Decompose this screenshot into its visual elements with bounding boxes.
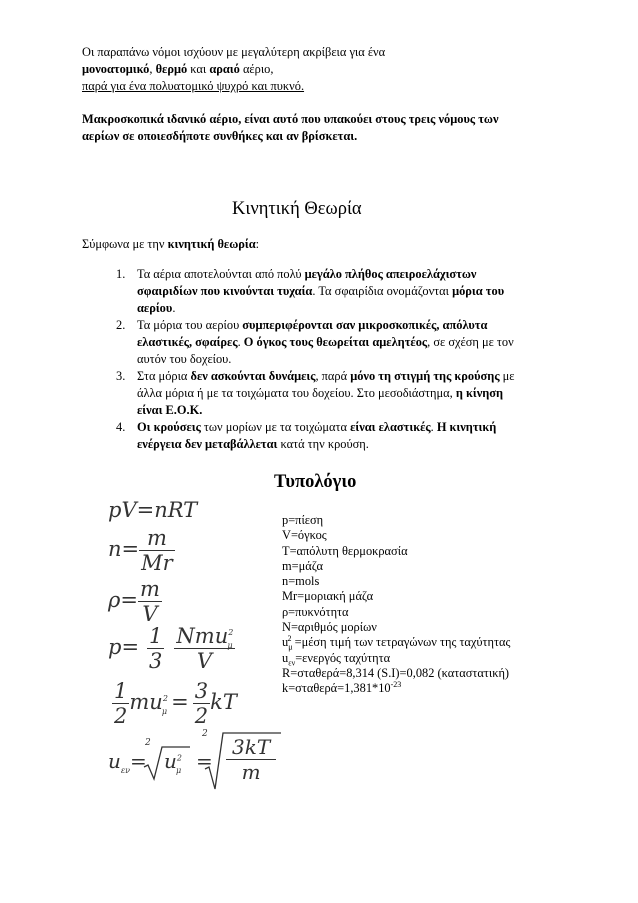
superscript: -23: [390, 680, 402, 690]
list-item: [116, 419, 515, 453]
eq-lhs: n=: [108, 537, 140, 561]
text: .: [237, 335, 244, 349]
kinetic-lead: [82, 236, 259, 253]
text: =ενεργός ταχύτητα: [295, 650, 391, 665]
text-line: [137, 334, 515, 351]
legend-item: V=όγκος: [282, 528, 327, 543]
root-index: 2: [145, 738, 151, 748]
list-item: [116, 266, 515, 317]
legend-item: N=αριθμός μορίων: [282, 620, 377, 635]
numerator: m: [146, 526, 167, 550]
text-bold: αραιό: [209, 62, 240, 76]
legend-item: T=απόλυτη θερμοκρασία: [282, 543, 408, 558]
legend-item: Mr=μοριακή μάζα: [282, 589, 374, 604]
text: :: [255, 237, 260, 251]
text-line: [137, 300, 515, 317]
text: και: [187, 62, 210, 76]
equals: =: [130, 749, 147, 773]
text-bold: δεν ασκούνται δυνάμεις: [190, 369, 316, 383]
subscript: εν: [288, 658, 296, 668]
text-bold: μονοατομικό: [82, 62, 150, 76]
text: [108, 749, 147, 773]
text: . Τα σφαιρίδια ονομάζονται: [312, 284, 453, 298]
text: kT: [210, 690, 237, 714]
text-bold: κινητική θεωρία: [167, 237, 256, 251]
denominator: 2: [114, 704, 128, 728]
kinetic-postulates-list: [116, 266, 515, 453]
denominator: Mr: [141, 551, 173, 575]
numerator: 3: [194, 679, 209, 703]
text: k=σταθερά=1,381*10: [282, 681, 391, 696]
superscript: 2: [162, 694, 168, 703]
intro-line-2: [82, 61, 273, 78]
text-line: [137, 402, 515, 419]
text-bold: Ο όγκος τους θεωρείται αμελητέος: [243, 335, 428, 349]
text-bold: μεγάλο πλήθος απειροελάχιστων: [304, 267, 477, 281]
text: u: [282, 650, 289, 665]
text: Nmu: [176, 624, 229, 648]
intro-line-3: παρά για ένα πολυατομικό ψυχρό και πυκνό.: [82, 79, 305, 93]
denominator: m: [226, 759, 276, 784]
legend-item: [282, 635, 510, 650]
text: , σε σχέση με τον: [427, 335, 514, 349]
legend-list: [282, 513, 510, 697]
text: κατά την κρούση.: [277, 437, 369, 451]
text-line: [137, 385, 515, 402]
text: των μορίων με τα τοιχώματα: [200, 420, 351, 434]
list-item: [116, 317, 515, 368]
text: .: [172, 301, 176, 315]
legend-item: R=σταθερά=8,314 (S.I)=0,082 (καταστατική): [282, 665, 510, 680]
text: , παρά: [315, 369, 351, 383]
fraction: [226, 735, 276, 784]
superscript: 2: [287, 634, 292, 644]
denominator: V: [174, 648, 234, 673]
text-line: [137, 419, 515, 436]
fraction: [138, 577, 162, 626]
numerator: 1: [114, 679, 128, 703]
formula-effective-velocity: [108, 729, 288, 793]
equals: =: [196, 749, 213, 773]
eq-lhs: p=: [108, 635, 140, 659]
list-number: 4.: [116, 420, 126, 434]
text-bold: ελαστικές, σφαίρες: [137, 335, 238, 349]
denominator: 2: [194, 704, 209, 728]
fraction: [193, 679, 210, 728]
eq-lhs: ρ=: [108, 588, 138, 612]
text-bold: Η κινητική: [436, 420, 497, 434]
denominator: V: [138, 601, 162, 626]
formula-sheet-title: Τυπολόγιο: [274, 472, 357, 492]
text-line: [137, 368, 515, 385]
list-number: 3.: [116, 369, 126, 383]
legend-item: p=πίεση: [282, 513, 324, 527]
formula-density: [108, 577, 162, 626]
formula-moles: [108, 526, 175, 575]
equals: =: [171, 690, 189, 714]
legend-item: n=mols: [282, 574, 320, 589]
text: αέριο,: [239, 62, 274, 76]
text-bold: συμπεριφέρονται σαν μικροσκοπικές, απόλυτα: [242, 318, 488, 332]
text: Στα μόρια: [137, 369, 191, 383]
subscript: μ: [175, 766, 182, 775]
formula-pressure: [108, 624, 235, 673]
fraction: [174, 624, 234, 673]
legend-item: [282, 651, 510, 666]
intro-line-1: Οι παραπάνω νόμοι ισχύουν με μεγαλύτερη ακρίβεια για ένα: [82, 45, 386, 59]
numerator: 1: [149, 624, 163, 648]
text: αυτόν του δοχείου.: [137, 352, 232, 366]
ideal-gas-line-1: Μακροσκοπικά ιδανικό αέριο, είναι αυτό που υπακούει στους τρεις νόμους των: [82, 112, 499, 126]
text-line: [137, 351, 515, 368]
text-bold: η κίνηση: [455, 386, 504, 400]
text-bold: είναι Ε.Ο.Κ.: [137, 403, 203, 417]
list-number: 2.: [116, 318, 126, 332]
text-bold: σφαιριδίων που κινούνται τυχαία: [137, 284, 313, 298]
subscript: μ: [288, 642, 293, 652]
superscript: 2: [228, 628, 234, 637]
text: Σύμφωνα με την: [82, 237, 168, 251]
text: με: [499, 369, 515, 383]
superscript: 2: [176, 753, 182, 763]
list-number: 1.: [116, 267, 126, 281]
formula-kinetic-energy: [112, 679, 237, 728]
text-line: [137, 266, 515, 283]
text: mu: [129, 690, 163, 714]
fraction: [112, 679, 129, 728]
numerator: 3kT: [232, 735, 271, 759]
text-bold: είναι ελαστικές: [350, 420, 431, 434]
text: άλλα μόρια ή με τα τοιχώματα του δοχείου. Στο μεσοδιάστημα,: [137, 386, 456, 400]
text-line: [137, 317, 515, 334]
legend-item: [282, 681, 510, 696]
legend-item: ρ=πυκνότητα: [282, 604, 349, 619]
text: u: [164, 749, 177, 773]
subscript: εν: [120, 766, 131, 775]
root-index: 2: [202, 729, 208, 739]
list-item: [116, 368, 515, 419]
text: =μέση τιμή των τετραγώνων της ταχύτητας: [291, 635, 511, 650]
fraction: [147, 624, 164, 673]
text-bold: αερίου: [137, 301, 173, 315]
text: u: [108, 749, 121, 773]
legend-item: m=μάζα: [282, 558, 323, 573]
text-bold: μόρια του: [452, 284, 505, 298]
ideal-gas-line-2: αερίων σε οποιεσδήποτε συνθήκες και αν βρίσκεται.: [82, 129, 358, 143]
text: ,: [149, 62, 156, 76]
formula-ideal-gas-law: pV=nRT: [108, 498, 198, 522]
text-bold: μόνο τη στιγμή της κρούσης: [350, 369, 500, 383]
subscript: μ: [227, 641, 233, 651]
text: Τα αέρια αποτελούνται από πολύ: [137, 267, 305, 281]
text: .: [430, 420, 437, 434]
text-bold: Οι κρούσεις: [137, 420, 201, 434]
subscript: μ: [161, 707, 168, 717]
kinetic-theory-title: Κινητική Θεωρία: [232, 199, 362, 219]
text-bold: ενέργεια δεν μεταβάλλεται: [137, 437, 278, 451]
text: [164, 749, 181, 773]
fraction: [139, 526, 175, 575]
numerator: [174, 624, 234, 651]
numerator: m: [139, 577, 160, 601]
text-bold: θερμό: [155, 62, 188, 76]
text: u: [282, 635, 289, 650]
text-line: [137, 283, 515, 300]
denominator: 3: [149, 649, 163, 673]
text-line: [137, 436, 515, 453]
text: Τα μόρια του αερίου: [137, 318, 243, 332]
